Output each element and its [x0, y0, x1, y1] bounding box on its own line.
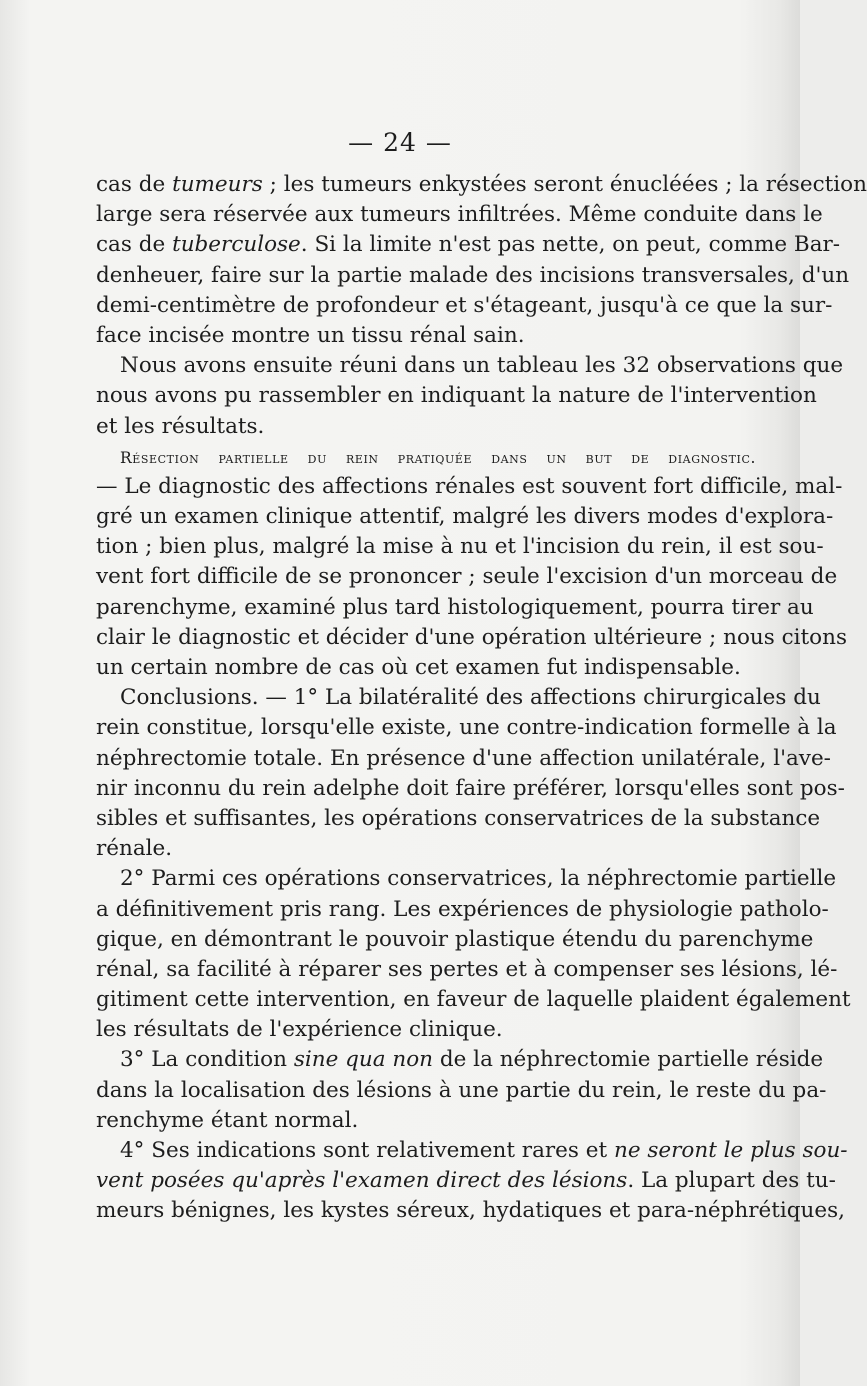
text-line [96, 321, 756, 351]
text-line [96, 1076, 827, 1106]
text-line-23: rénale. [96, 836, 173, 862]
text-line-5: demi-centimètre de profondeur et s'étageant, jusqu'à ce que la sur- [96, 292, 833, 318]
text-line [96, 895, 829, 925]
text-line-17: un certain nombre de cas où cet examen fut indispensable. [96, 655, 741, 680]
text-line-7: Nous avons ensuite réuni dans un tableau les 32 observations que [120, 353, 844, 379]
text-line [96, 955, 838, 985]
text-line-27: rénal, sa facilité à réparer ses pertes et à compenser ses lésions, lé- [96, 956, 838, 982]
text-line-16: clair le diagnostic et décider d'une opération ultérieure ; nous citons [96, 624, 847, 650]
body-text [96, 170, 867, 1227]
text-line-30: 3° La condition sine qua non de la néphrectomie partielle réside [120, 1047, 824, 1073]
italic-phrase: tuberculose [172, 232, 301, 258]
page-number: — 24 — [348, 128, 452, 157]
text-line-22: sibles et suffisantes, les opérations conservatrices de la substance [96, 805, 821, 831]
italic-phrase: sine qua non [293, 1047, 434, 1073]
text-line [96, 1106, 756, 1136]
text-line [96, 412, 756, 442]
text-line [96, 864, 837, 894]
text-line-25: a définitivement pris rang. Les expériences de physiologie patholo- [96, 896, 829, 922]
text-line-32: renchyme étant normal. [96, 1107, 359, 1133]
text-line-2: large sera réservée aux tumeurs infiltrées. Même conduite dans le [96, 202, 823, 228]
text-line-6: face incisée montre un tissu rénal sain. [96, 322, 525, 348]
text-line [96, 472, 843, 502]
text-line [96, 653, 756, 683]
text-line [96, 351, 844, 381]
text-line [96, 1166, 836, 1196]
text-line-31: dans la localisation des lésions à une partie du rein, le reste du pa- [96, 1077, 827, 1103]
text-line-34: vent posées qu'après l'examen direct des lésions. La plupart des tu- [96, 1168, 836, 1194]
text-line-13: tion ; bien plus, malgré la mise à nu et l'incision du rein, il est sou- [96, 534, 824, 560]
italic-phrase: tumeurs [172, 172, 263, 197]
text-line [96, 834, 756, 864]
text-line [96, 381, 817, 411]
text-line [96, 502, 834, 532]
text-line [96, 200, 823, 230]
text-line [96, 1136, 848, 1166]
text-line [96, 562, 838, 592]
text-line-8: nous avons pu rassembler en indiquant la nature de l'intervention [96, 383, 817, 409]
text-line [96, 261, 850, 291]
text-line-14: vent fort difficile de se prononcer ; seule l'excision d'un morceau de [96, 564, 838, 590]
text-line-12: gré un examen clinique attentif, malgré les divers modes d'explora- [96, 504, 834, 530]
text-line [96, 291, 833, 321]
text-line [96, 713, 837, 743]
text-line-33: 4° Ses indications sont relativement rares et ne seront le plus sou- [120, 1138, 848, 1163]
text-line-20: néphrectomie totale. En présence d'une affection unilatérale, l'ave- [96, 745, 831, 771]
italic-phrase: vent posées qu'après l'examen direct des lésions [96, 1168, 628, 1194]
text-line-15: parenchyme, examiné plus tard histologiquement, pourra tirer au [96, 594, 814, 620]
text-line [96, 230, 841, 260]
text-line [96, 774, 845, 804]
text-line [96, 925, 814, 955]
text-line [96, 1045, 824, 1075]
text-line-3: cas de tuberculose. Si la limite n'est pas nette, on peut, comme Bar- [96, 232, 841, 258]
text-line-18: Conclusions. — 1° La bilatéralité des affections chirurgicales du [120, 685, 821, 711]
text-line [96, 744, 831, 774]
text-line-19: rein constitue, lorsqu'elle existe, une contre-indication formelle à la [96, 715, 837, 741]
text-line [96, 1196, 845, 1226]
text-line [96, 804, 821, 834]
text-line-28: gitiment cette intervention, en faveur de laquelle plaident également [96, 987, 851, 1013]
italic-phrase: ne seront le plus sou- [613, 1138, 848, 1163]
text-line-35: meurs bénignes, les kystes séreux, hydatiques et para-néphrétiques, [96, 1198, 845, 1224]
text-line-29: les résultats de l'expérience clinique. [96, 1017, 503, 1043]
text-line [96, 532, 824, 562]
text-line-11: — Le diagnostic des affections rénales est souvent fort difficile, mal- [96, 473, 843, 499]
text-line [96, 593, 814, 623]
text-line [96, 683, 821, 713]
text-line-26: gique, en démontrant le pouvoir plastique étendu du parenchyme [96, 926, 814, 952]
text-line-9: et les résultats. [96, 413, 265, 439]
text-line-24: 2° Parmi ces opérations conservatrices, la néphrectomie partielle [120, 866, 837, 892]
heading-text: Résection partielle du rein pratiquée dans un but de diagnostic. [120, 448, 756, 467]
text-line [96, 985, 851, 1015]
text-line-1: cas de tumeurs ; les tumeurs enkystées seront énucléées ; la résection [96, 172, 867, 197]
text-line [96, 623, 847, 653]
text-line [96, 1015, 756, 1045]
section-heading [96, 442, 756, 472]
text-line-4: denheuer, faire sur la partie malade des incisions transversales, d'un [96, 262, 850, 288]
text-line [96, 170, 867, 200]
text-line-21: nir inconnu du rein adelphe doit faire préférer, lorsqu'elles sont pos- [96, 775, 845, 801]
